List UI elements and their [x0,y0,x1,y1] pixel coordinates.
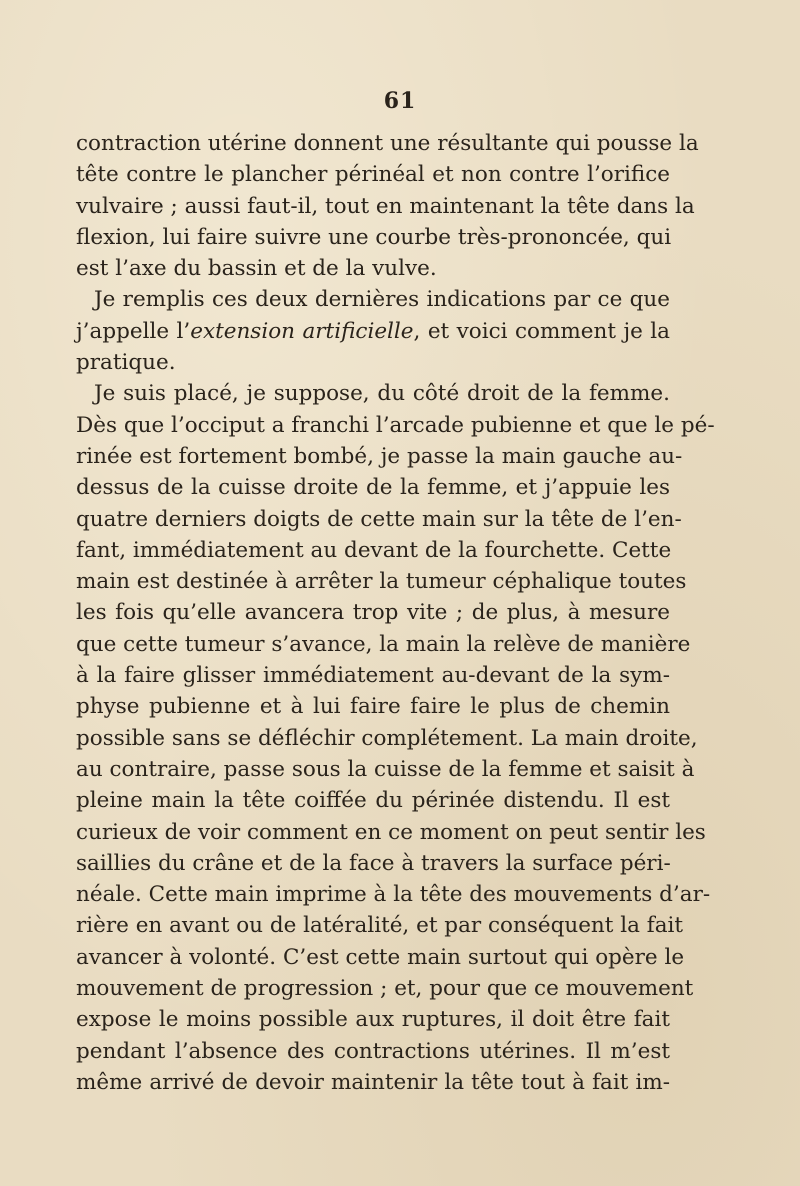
text-line: vulvaire ; aussi faut-il, tout en maintenant la tête dans la [76,193,695,219]
text-line: pratique. [76,350,176,376]
text-segment: , et voici comment je la [413,318,670,344]
text-line: flexion, lui faire suivre une courbe très-prononcée, qui [76,224,672,250]
text-line: avancer à volonté. C’est cette main surtout qui opère le [76,944,685,970]
page-number: 61 [383,88,417,114]
text-line: pendant l’absence des contractions utérines. Il m’est [76,1038,670,1064]
text-line: même arrivé de devoir maintenir la tête tout à fait im- [76,1069,670,1095]
text-line: possible sans se défléchir complétement. La main droite, [76,725,698,751]
text-line: dessus de la cuisse droite de la femme, et j’appuie les [76,475,670,501]
text-line: quatre derniers doigts de cette main sur la tête de l’en- [76,506,682,532]
text-line: Dès que l’occiput a franchi l’arcade pubienne et que le pé- [76,412,715,438]
text-line: pleine main la tête coiffée du périnée distendu. Il est [76,788,670,814]
text-line [76,316,670,347]
text-line: rière en avant ou de latéralité, et par conséquent la fait [76,913,684,939]
text-segment: j’appelle l’ [76,318,191,344]
text-line: rinée est fortement bombé, je passe la main gauche au- [76,443,683,469]
text-line: saillies du crâne et de la face à travers la surface péri- [76,850,671,876]
text-line: néale. Cette main imprime à la tête des mouvements d’ar- [76,882,711,908]
text-line: physe pubienne et à lui faire faire le plus de chemin [76,694,670,720]
text-line: à la faire glisser immédiatement au-devant de la sym- [76,663,670,689]
text-line: est l’axe du bassin et de la vulve. [76,256,437,282]
text-line: tête contre le plancher périnéal et non contre l’orifice [76,162,670,188]
text-line: Je remplis ces deux dernières indications par ce que [94,287,670,313]
text-line: les fois qu’elle avancera trop vite ; de plus, à mesure [76,600,670,626]
italic-term: extension artificielle [190,318,414,344]
text-line: fant, immédiatement au devant de la fourchette. Cette [76,537,672,563]
body-text [76,128,715,1098]
text-line: Je suis placé, je suppose, du côté droit de la femme. [94,381,670,407]
text-line: que cette tumeur s’avance, la main la relève de manière [76,631,691,657]
text-line: curieux de voir comment en ce moment on peut sentir les [76,819,706,845]
text-line: main est destinée à arrêter la tumeur céphalique toutes [76,569,687,595]
text-line: expose le moins possible aux ruptures, il doit être fait [76,1007,670,1033]
text-line: contraction utérine donnent une résultante qui pousse la [76,131,699,156]
text-line: mouvement de progression ; et, pour que ce mouvement [76,976,694,1002]
text-line: au contraire, passe sous la cuisse de la femme et saisit à [76,756,695,782]
